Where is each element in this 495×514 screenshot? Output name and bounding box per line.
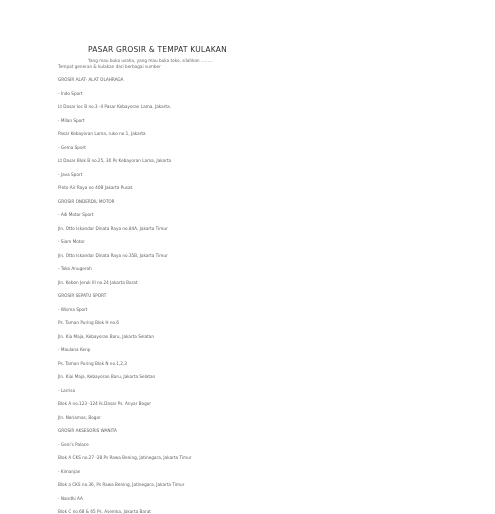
document-title: PASAR GROSIR & TEMPAT KULAKAN xyxy=(88,45,227,54)
directory-line: Blok A no.123 -124 Ik.Dasar Ps. Anyar Bogor xyxy=(58,401,152,406)
intro-line-1: Yang mau buka usaha, yang mau buka toko, silahkan ......... xyxy=(88,58,213,63)
directory-line: GROSIR ALAT- ALAT OLAHRAGA xyxy=(58,77,124,82)
directory-line: - Siam Motor xyxy=(58,239,85,244)
directory-line: Ps. Taman Puring Blok N no.1,2,3 xyxy=(58,360,127,366)
directory-line: Pinto Air Raya no 40B Jakarta Pusat. xyxy=(58,185,134,190)
directory-line: Jln. Otto Iskandar Dinata Raya no.84A, Jakarta Timur xyxy=(58,225,168,231)
directory-line: Jln. Nariamas, Bogor xyxy=(58,414,101,420)
directory-line: Jln. Kia Maja, Kebayoran Baru, Jakarta Selatan xyxy=(58,333,155,339)
document-page xyxy=(58,45,438,514)
directory-line: GROSIR ONDERDIL MOTOR xyxy=(58,198,115,204)
directory-list xyxy=(58,77,438,514)
directory-line: Lt Dasar Blok B no.25, 30 Ps Kebayoran Lama, Jakarta xyxy=(58,158,172,163)
directory-line: - Toko Anugerah xyxy=(58,266,92,271)
directory-line: - Adi Motor Sport xyxy=(58,212,94,217)
directory-line: Blok A CKS no.27 -28 Ps Rawa Bening, Jatinegara, Jakarta Timur xyxy=(58,455,192,460)
directory-line: - Geni's Palace xyxy=(58,441,89,447)
directory-line: - Kimanjan xyxy=(58,468,81,474)
directory-line: - Maulana Kenp xyxy=(58,347,91,352)
directory-line: - Nandhi AA xyxy=(58,495,83,501)
directory-line: Lt Dasar loc B no.3 -4 Pasar Kebayoran Lama, Jakarta. xyxy=(58,104,171,109)
intro-line-2: Tempat generan & kulakan dari berbagai sumber xyxy=(58,64,161,69)
directory-line: - Larrisa xyxy=(58,387,76,393)
directory-line: GROSIR SEPATU SPORT xyxy=(58,293,107,298)
directory-line: - Milan Sport xyxy=(58,117,85,123)
directory-line: - Gema Sport xyxy=(58,144,86,150)
directory-line: Jln. Kebon Jeruk III no.24 Jakarta Barat xyxy=(58,279,138,285)
directory-line: Ps. Taman Puring Blok H no.6 xyxy=(58,320,119,325)
directory-line: - Indo Sport xyxy=(58,90,83,96)
directory-line: - Java Sport xyxy=(58,171,83,177)
directory-line: Pasar Kebayoran Lama, ruko no 1, Jakarta xyxy=(58,131,146,136)
directory-line: GROSIR AKSESORIS WANITA xyxy=(58,428,117,433)
directory-line: Jln. Otto Iskandar Dinata Raya no.35B, Jakarta Timur xyxy=(58,252,168,258)
directory-line: Blok a CKS no.36, Ps Rawa Bening, Jatinegara, Jakarta Timur xyxy=(58,482,185,487)
directory-line: - Wisma Sport xyxy=(58,306,88,312)
directory-line: Blok C no.68 & 65 Ps. Asemka, Jakarta Barat xyxy=(58,509,151,514)
directory-line: Jln. Kiai Maja, Kebayoran Baru, Jakarta Selatan xyxy=(58,374,156,379)
